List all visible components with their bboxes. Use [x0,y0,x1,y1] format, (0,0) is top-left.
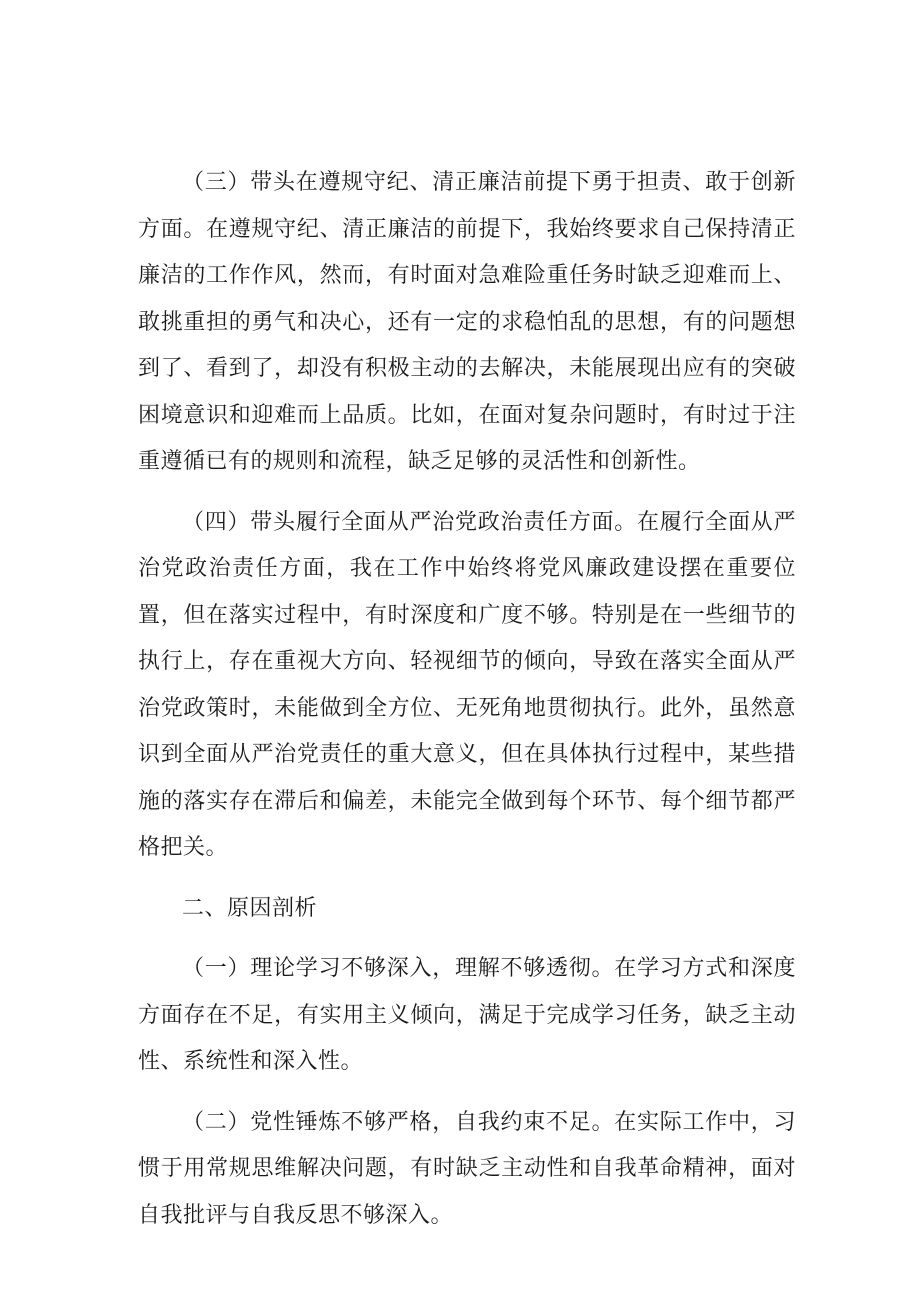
paragraph-analysis-1: （一）理论学习不够深入，理解不够透彻。在学习方式和深度方面存在不足，有实用主义倾向，满足于完成学习任务，缺乏主动性、系统性和深入性。 [138,956,796,1074]
section-heading-cause-analysis: 二、原因剖析 [182,895,318,921]
document-page [138,160,796,1253]
paragraph-section-4: （四）带头履行全面从严治党政治责任方面。在履行全面从严治党政治责任方面，我在工作中始终将党风廉政建设摆在重要位置，但在落实过程中，有时深度和广度不够。特别是在一些细节的执行上，存在重视大方向、轻视细节的倾向，导致在落实全面从严治党政策时，未能做到全方位、无死角地贯彻执行。此外，虽然意识到全面从严治党责任的重大意义，但在具体执行过程中，某些措施的落实存在滞后和偏差，未能完全做到每个环节、每个细节都严格把关。 [138,509,796,860]
paragraph-analysis-2: （二）党性锤炼不够严格，自我约束不足。在实际工作中，习惯于用常规思维解决问题，有时缺乏主动性和自我革命精神，面对自我批评与自我反思不够深入。 [138,1109,796,1228]
paragraph-section-3: （三）带头在遵规守纪、清正廉洁前提下勇于担责、敢于创新方面。在遵规守纪、清正廉洁的前提下，我始终要求自己保持清正廉洁的工作作风，然而，有时面对急难险重任务时缺乏迎难而上、敢挑重担的勇气和决心，还有一定的求稳怕乱的思想，有的问题想到了、看到了，却没有积极主动的去解决，未能展现出应有的突破困境意识和迎难而上品质。比如，在面对复杂问题时，有时过于注重遵循已有的规则和流程，缺乏足够的灵活性和创新性。 [138,170,796,474]
